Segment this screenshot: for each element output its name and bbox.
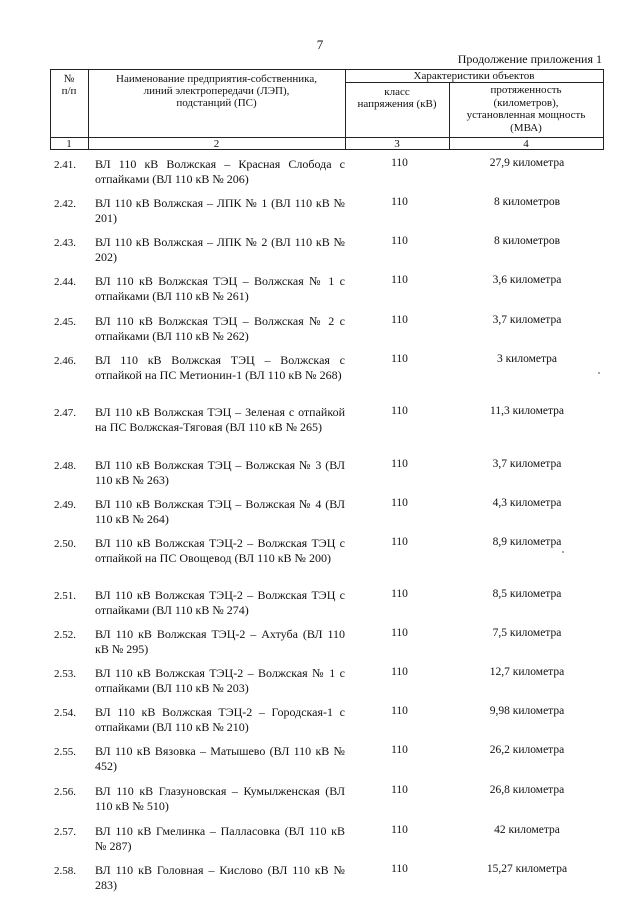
row-length: 8 километров — [493, 235, 561, 247]
row-line-name: ВЛ 110 кВ Волжская ТЭЦ – Зеленая с отпайкой на ПС Волжская-Тяговая (ВЛ 110 кВ № 265) — [95, 405, 345, 434]
row-line-name: ВЛ 110 кВ Волжская – ЛПК № 2 (ВЛ 110 кВ № 202) — [95, 235, 345, 264]
row-number: 2.57. — [54, 826, 76, 838]
header-col2: Наименование предприятия-собственника, линий электропередачи (ЛЭП), подстанций (ПС) — [116, 73, 317, 109]
colnum-4: 4 — [523, 138, 529, 150]
row-length: 15,27 километра — [486, 863, 568, 875]
row-length: 3 километра — [496, 353, 558, 365]
row-line-name: ВЛ 110 кВ Волжская – ЛПК № 1 (ВЛ 110 кВ № 201) — [95, 196, 345, 225]
row-number: 2.45. — [54, 316, 76, 328]
row-number: 2.54. — [54, 707, 76, 719]
row-number: 2.53. — [54, 668, 76, 680]
row-line-name: ВЛ 110 кВ Гмелинка – Палласовка (ВЛ 110 кВ № 287) — [95, 824, 345, 853]
scan-speck — [562, 551, 564, 553]
row-line-name: ВЛ 110 кВ Волжская ТЭЦ – Волжская № 2 с отпайками (ВЛ 110 кВ № 262) — [95, 314, 345, 343]
row-number: 2.42. — [54, 198, 76, 210]
row-number: 2.47. — [54, 407, 76, 419]
row-length: 27,9 километра — [489, 157, 565, 169]
row-voltage: 110 — [391, 157, 408, 169]
row-number: 2.48. — [54, 460, 76, 472]
continuation-label: Продолжение приложения 1 — [457, 52, 602, 66]
row-voltage: 110 — [391, 588, 408, 600]
header-vline-right — [603, 69, 604, 150]
row-length: 8 километров — [493, 196, 561, 208]
row-line-name: ВЛ 110 кВ Волжская ТЭЦ – Волжская № 3 (ВЛ 110 кВ № 263) — [95, 458, 345, 487]
colnum-1: 1 — [66, 138, 72, 150]
row-number: 2.46. — [54, 355, 76, 367]
row-voltage: 110 — [391, 666, 408, 678]
header-col3: класс напряжения (кВ) — [357, 86, 437, 110]
row-length: 26,8 километра — [489, 784, 565, 796]
row-line-name: ВЛ 110 кВ Волжская ТЭЦ-2 – Городская-1 с отпайками (ВЛ 110 кВ № 210) — [95, 705, 345, 734]
row-voltage: 110 — [391, 784, 408, 796]
row-length: 3,7 километра — [492, 458, 562, 470]
row-line-name: ВЛ 110 кВ Волжская ТЭЦ – Волжская № 1 с отпайками (ВЛ 110 кВ № 261) — [95, 274, 345, 303]
row-length: 42 километра — [494, 824, 560, 836]
row-number: 2.44. — [54, 276, 76, 288]
row-line-name: ВЛ 110 кВ Волжская – Красная Слобода с отпайками (ВЛ 110 кВ № 206) — [95, 157, 345, 186]
row-voltage: 110 — [391, 497, 408, 509]
row-voltage: 110 — [391, 627, 408, 639]
row-voltage: 110 — [391, 405, 408, 417]
header-group-underline — [345, 82, 603, 83]
row-length: 8,5 километра — [492, 588, 562, 600]
row-voltage: 110 — [391, 536, 408, 548]
row-line-name: ВЛ 110 кВ Волжская ТЭЦ-2 – Ахтуба (ВЛ 110 кВ № 295) — [95, 627, 345, 656]
row-voltage: 110 — [391, 824, 408, 836]
row-voltage: 110 — [391, 196, 408, 208]
scan-speck — [598, 372, 600, 374]
row-line-name: ВЛ 110 кВ Волжская ТЭЦ-2 – Волжская ТЭЦ с отпайкой на ПС Овощевод (ВЛ 110 кВ № 200) — [95, 536, 345, 565]
header-col4: протяженность (километров), установленная мощность (МВА) — [466, 84, 586, 134]
row-length: 8,9 километра — [492, 536, 562, 548]
row-number: 2.55. — [54, 746, 76, 758]
row-voltage: 110 — [391, 863, 408, 875]
header-group: Характеристики объектов — [413, 70, 535, 82]
row-number: 2.43. — [54, 237, 76, 249]
row-line-name: ВЛ 110 кВ Вязовка – Матышево (ВЛ 110 кВ № 452) — [95, 744, 345, 773]
row-number: 2.49. — [54, 499, 76, 511]
row-voltage: 110 — [391, 235, 408, 247]
row-number: 2.52. — [54, 629, 76, 641]
row-voltage: 110 — [391, 744, 408, 756]
row-length: 12,7 километра — [489, 666, 565, 678]
row-line-name: ВЛ 110 кВ Волжская ТЭЦ-2 – Волжская № 1 с отпайками (ВЛ 110 кВ № 203) — [95, 666, 345, 695]
row-voltage: 110 — [391, 353, 408, 365]
row-length: 7,5 километра — [492, 627, 562, 639]
row-voltage: 110 — [391, 705, 408, 717]
colnum-3: 3 — [394, 138, 400, 150]
row-number: 2.50. — [54, 538, 76, 550]
row-length: 4,3 километра — [492, 497, 562, 509]
row-number: 2.58. — [54, 865, 76, 877]
row-length: 11,3 километра — [490, 405, 564, 417]
row-line-name: ВЛ 110 кВ Головная – Кислово (ВЛ 110 кВ № 283) — [95, 863, 345, 892]
row-length: 9,98 километра — [489, 705, 565, 717]
row-voltage: 110 — [391, 458, 408, 470]
row-length: 3,7 километра — [492, 314, 562, 326]
row-line-name: ВЛ 110 кВ Волжская ТЭЦ – Волжская с отпайкой на ПС Метионин-1 (ВЛ 110 кВ № 268) — [95, 353, 345, 382]
row-voltage: 110 — [391, 314, 408, 326]
row-line-name: ВЛ 110 кВ Волжская ТЭЦ – Волжская № 4 (ВЛ 110 кВ № 264) — [95, 497, 345, 526]
row-line-name: ВЛ 110 кВ Волжская ТЭЦ-2 – Волжская ТЭЦ с отпайками (ВЛ 110 кВ № 274) — [95, 588, 345, 617]
row-voltage: 110 — [391, 274, 408, 286]
row-line-name: ВЛ 110 кВ Глазуновская – Кумылженская (ВЛ 110 кВ № 510) — [95, 784, 345, 813]
colnum-2: 2 — [213, 138, 220, 150]
row-number: 2.56. — [54, 786, 76, 798]
row-number: 2.41. — [54, 159, 76, 171]
header-col1: № п/п — [61, 73, 77, 97]
row-length: 3,6 километра — [492, 274, 562, 286]
page-number: 7 — [316, 37, 324, 52]
row-length: 26,2 километра — [489, 744, 565, 756]
row-number: 2.51. — [54, 590, 76, 602]
